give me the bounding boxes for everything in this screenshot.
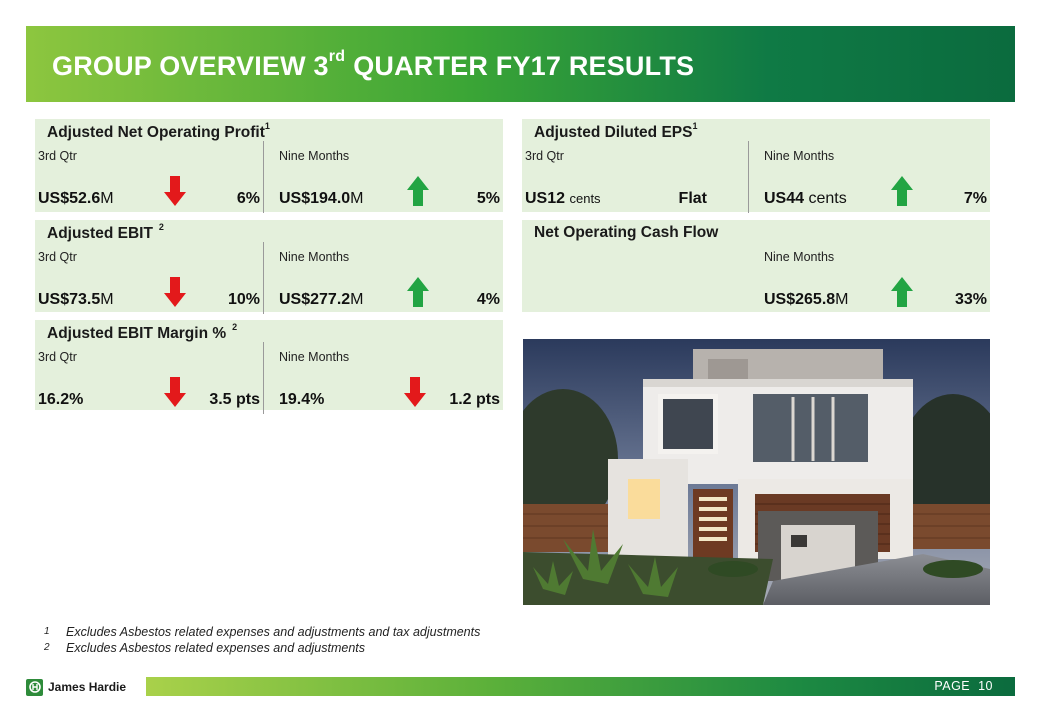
nm-label: Nine Months bbox=[764, 149, 835, 163]
title-rest: QUARTER FY17 RESULTS bbox=[353, 51, 695, 81]
down-arrow-icon bbox=[404, 377, 426, 407]
up-arrow-icon bbox=[891, 277, 913, 307]
cash-flow-panel bbox=[522, 220, 990, 312]
title-main: GROUP OVERVIEW 3 bbox=[52, 51, 329, 81]
nm-value: 19.4% bbox=[279, 391, 325, 408]
james-hardie-logo bbox=[26, 676, 126, 698]
nm-change: 1.2 pts bbox=[449, 391, 500, 408]
nm-value: US$277.2M bbox=[279, 291, 364, 308]
title-superscript: rd bbox=[328, 48, 346, 65]
title-banner bbox=[26, 26, 1015, 102]
q-value: 16.2% bbox=[38, 391, 84, 408]
q-change: 6% bbox=[236, 190, 260, 207]
nm-label: Nine Months bbox=[764, 250, 835, 264]
nm-change: 33% bbox=[954, 291, 987, 308]
ebit-panel bbox=[35, 220, 503, 312]
logo-text: James Hardie bbox=[48, 680, 127, 694]
footer-bar bbox=[146, 677, 1015, 696]
column-divider bbox=[748, 141, 749, 213]
q-change: 3.5 pts bbox=[209, 391, 260, 408]
q-value: US$52.6M bbox=[38, 190, 114, 207]
house-photo bbox=[523, 339, 990, 605]
up-arrow-icon bbox=[407, 277, 429, 307]
logo-mark-icon bbox=[26, 679, 43, 696]
panel-title: Adjusted Net Operating Profit$^1$ bbox=[47, 121, 270, 142]
q-label: 3rd Qtr bbox=[38, 250, 77, 264]
page-number: 10 bbox=[978, 679, 993, 693]
column-divider bbox=[263, 141, 264, 213]
panel-title: Net Operating Cash Flow bbox=[534, 224, 719, 241]
q-value: US12 cents bbox=[525, 190, 601, 207]
nm-label: Nine Months bbox=[279, 149, 350, 163]
q-value: US$73.5M bbox=[38, 291, 114, 308]
net-operating-profit-panel bbox=[35, 119, 503, 212]
nm-label: Nine Months bbox=[279, 250, 350, 264]
down-arrow-icon bbox=[164, 176, 186, 206]
q-change: 10% bbox=[227, 291, 260, 308]
panel-title: Adjusted EBIT $^2$ bbox=[47, 222, 164, 243]
q-label: 3rd Qtr bbox=[38, 350, 77, 364]
page-indicator: PAGE 10 bbox=[934, 679, 993, 693]
column-divider bbox=[263, 242, 264, 314]
footnote-2: 2 Excludes Asbestos related expenses and adjustments bbox=[44, 641, 366, 655]
q-label: 3rd Qtr bbox=[38, 149, 77, 163]
nm-label: Nine Months bbox=[279, 350, 350, 364]
diluted-eps-panel bbox=[522, 119, 990, 212]
up-arrow-icon bbox=[891, 176, 913, 206]
page-title bbox=[52, 48, 695, 82]
q-label: 3rd Qtr bbox=[525, 149, 564, 163]
column-divider bbox=[263, 342, 264, 414]
nm-value: US$194.0M bbox=[279, 190, 364, 207]
house-illustration bbox=[523, 339, 990, 605]
panel-title: Adjusted EBIT Margin % $^2$ bbox=[47, 322, 238, 343]
footnote-1: 1 Excludes Asbestos related expenses and adjustments and tax adjustments bbox=[44, 625, 481, 639]
nm-value: US44 cents bbox=[764, 190, 847, 207]
up-arrow-icon bbox=[407, 176, 429, 206]
nm-change: 5% bbox=[476, 190, 500, 207]
q-change: Flat bbox=[678, 190, 707, 207]
nm-change: 4% bbox=[476, 291, 500, 308]
nm-value: US$265.8M bbox=[764, 291, 849, 308]
nm-change: 7% bbox=[963, 190, 987, 207]
down-arrow-icon bbox=[164, 277, 186, 307]
down-arrow-icon bbox=[164, 377, 186, 407]
panel-title: Adjusted Diluted EPS$^1$ bbox=[534, 121, 698, 142]
ebit-margin-panel bbox=[35, 320, 503, 410]
